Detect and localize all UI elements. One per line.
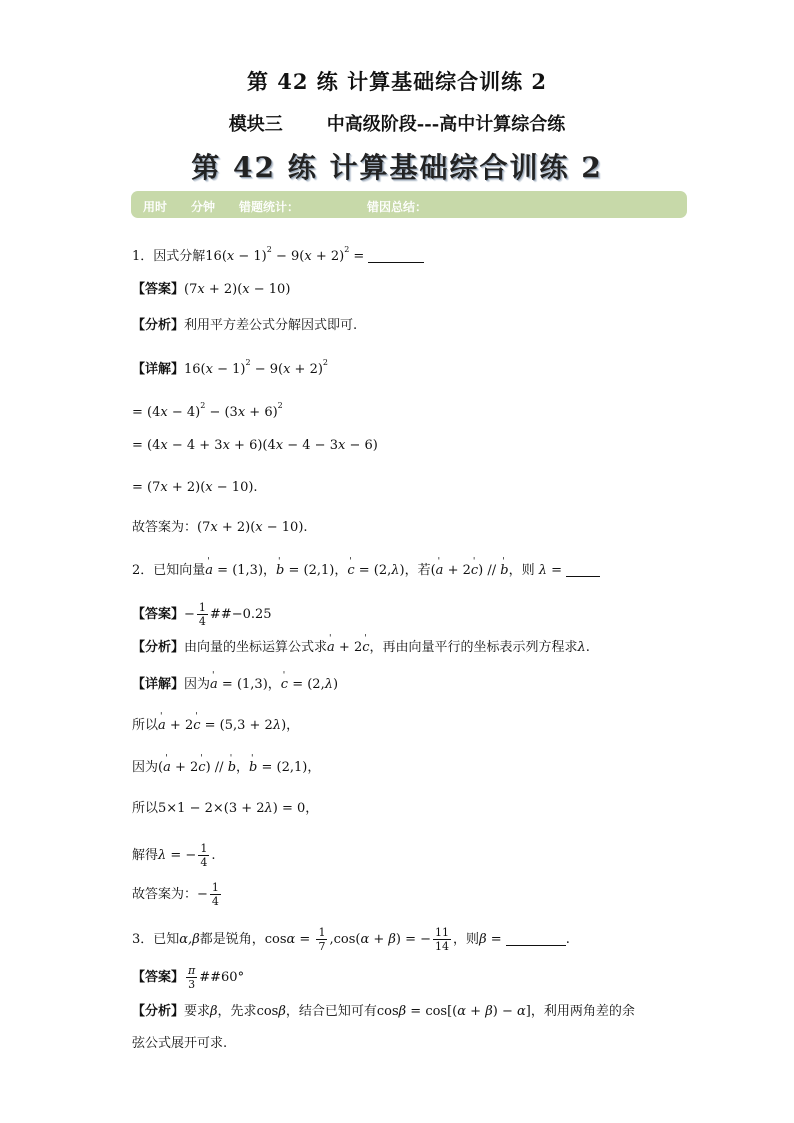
module-heading	[0, 110, 794, 136]
q3-answer: 【答案】 $\frac{\pi}{3}$ ##60°	[132, 964, 245, 991]
q1-step2: = (4x − 4 + 3x + 6)(4x − 4 − 3x − 6)	[132, 438, 378, 453]
q2-answer: 【答案】− $\frac{1}{4}$ ##−0.25	[132, 601, 272, 628]
q2-question: 2．已知向量' a = (1,3)，' b = (2,1)，' c = (2,λ)，若(' a + 2' c) // ' b，则 λ =	[132, 561, 600, 581]
q3-analysis: 【分析】要求β，先求cosβ，结合已知可有cosβ = cos[(α + β) − α]，利用两角差的余	[132, 1004, 635, 1019]
answer-blank	[368, 248, 424, 263]
q2-detail: 【详解】因为' a = (1,3)，' c = (2,λ)	[132, 675, 338, 695]
error-reasons-label: 错因总结：	[367, 200, 428, 214]
q1-conclusion: 故答案为：(7x + 2)(x − 10).	[132, 520, 308, 535]
q2-step4: 解得λ = − $\frac{1}{4}$ .	[132, 842, 216, 869]
q3-question: 3．已知α,β都是锐角，cosα = $\frac{1}{7}$ ,cos(α + β) = − $\frac{11}{14}$ ，则β = .	[132, 926, 570, 953]
info-bar	[131, 191, 687, 218]
banner-title: 第 42 练 计算基础综合训练 2	[191, 151, 603, 184]
q1-answer: 【答案】(7x + 2)(x − 10)	[132, 282, 291, 297]
q1-step3: = (7x + 2)(x − 10).	[132, 480, 258, 495]
module-label: 模块三	[228, 114, 283, 135]
q2-analysis: 【分析】由向量的坐标运算公式求' a + 2' c，再由向量平行的坐标表示列方程求λ.	[132, 638, 590, 658]
page-title: 第 42 练 计算基础综合训练 2	[246, 69, 548, 94]
q2-step3: 所以5×1 − 2×(3 + 2λ) = 0，	[132, 801, 319, 816]
q2-step1: 所以' a + 2' c = (5,3 + 2λ)，	[132, 716, 299, 736]
answer-blank	[506, 931, 566, 946]
q2-conclusion: 故答案为：− $\frac{1}{4}$	[132, 881, 219, 908]
q1-detail: 【详解】$16(x - 1)^2 - 9(x + 2)^2$	[132, 358, 329, 377]
answer-blank	[566, 562, 600, 577]
q1-analysis: 【分析】利用平方差公式分解因式即可.	[132, 318, 358, 333]
q2-step2: 因为(' a + 2' c) // ' b，' b = (2,1)，	[132, 758, 320, 778]
time-label: 用时	[143, 200, 168, 214]
q3-analysis-cont: 弦公式展开可求.	[132, 1036, 228, 1051]
q1-question: 1．因式分解$16(x - 1)^2 - 9(x + 2)^2$ =	[132, 240, 424, 267]
error-stats-label: 错题统计：	[239, 200, 300, 214]
minutes-label: 分钟	[191, 200, 216, 214]
q1-step1: = $(4x - 4)^2 - (3x + 6)^2$	[132, 401, 283, 420]
module-subtitle: 中高级阶段---高中计算综合练	[326, 114, 566, 135]
